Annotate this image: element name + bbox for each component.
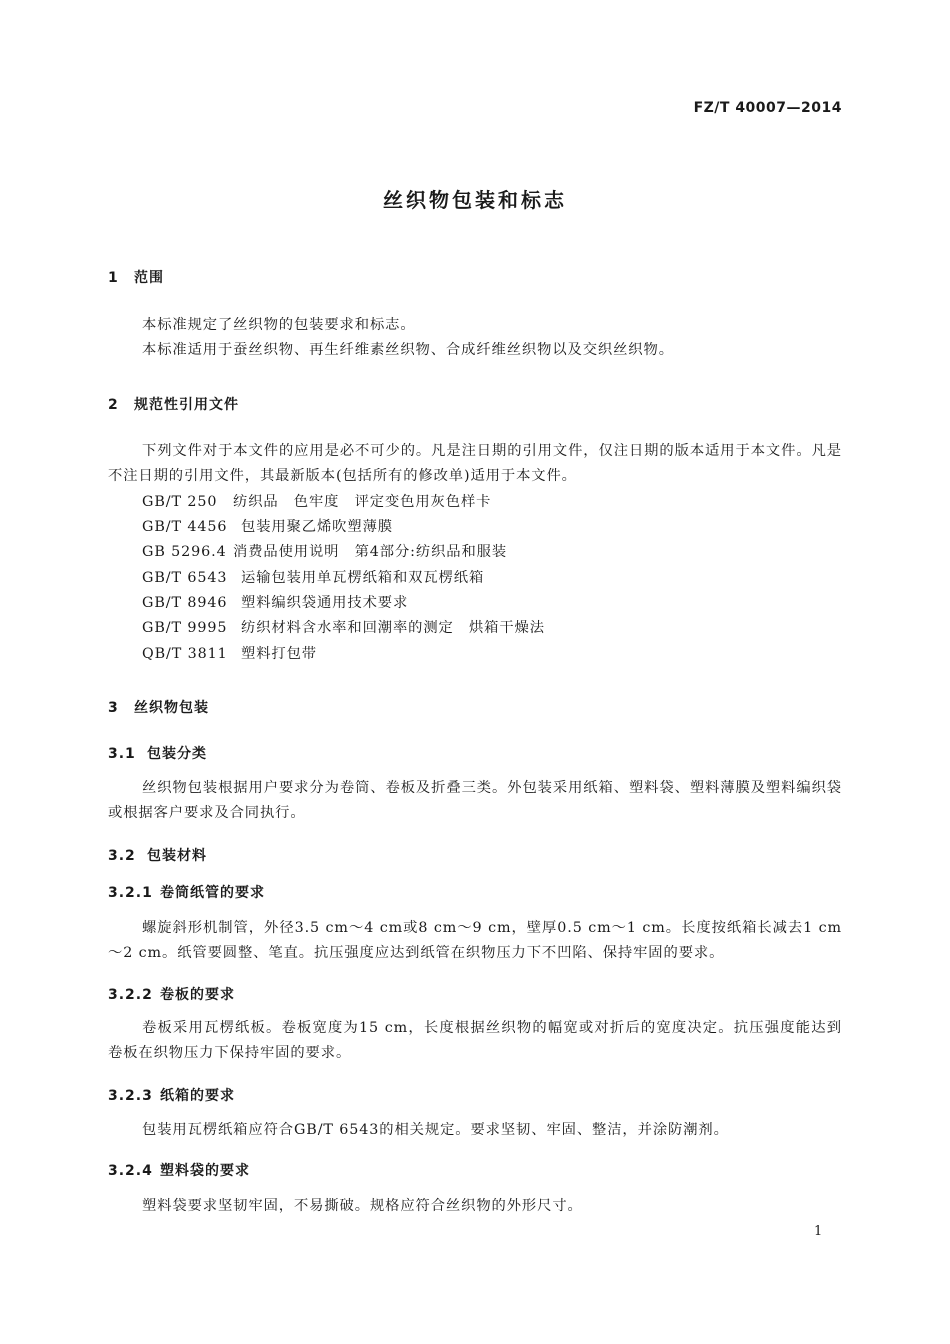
document-id: FZ/T 40007—2014: [693, 100, 842, 116]
subsection-heading-3-1: [108, 743, 207, 763]
reference-item: [142, 490, 491, 515]
reference-code: GB/T 250: [142, 494, 218, 510]
reference-code: QB/T 3811: [142, 646, 228, 662]
subsection-heading-3-2-4: [108, 1160, 250, 1180]
paragraph: 螺旋斜形机制管，外径3.5 cm～4 cm或8 cm～9 cm，壁厚0.5 cm～1 cm。长度按纸箱长减去1 cm～2 cm。纸管要圆整、笔直。抗压强度应达到纸管在织物压力下不凹陷、保持牢固的要求。: [108, 920, 842, 961]
reference-title: 包装用聚乙烯吹塑薄膜: [241, 519, 393, 535]
section-title: 卷板的要求: [160, 987, 235, 1003]
reference-code: GB/T 8946: [142, 595, 228, 611]
reference-code: GB 5296.4: [142, 544, 227, 560]
reference-item: [142, 591, 408, 616]
section-number: 3.2.1: [108, 885, 153, 901]
paragraph: 丝织物包装根据用户要求分为卷筒、卷板及折叠三类。外包装采用纸箱、塑料袋、塑料薄膜及塑料编织袋或根据客户要求及合同执行。: [108, 780, 842, 821]
section-heading-3: [108, 697, 209, 717]
subsection-heading-3-2-1: [108, 882, 265, 902]
section-number: 3.2.3: [108, 1088, 153, 1104]
paragraph: 本标准规定了丝织物的包装要求和标志。: [142, 317, 416, 333]
subsection-heading-3-2-2: [108, 984, 235, 1004]
section-number: 3.1: [108, 746, 136, 762]
paragraph: 本标准适用于蚕丝织物、再生纤维素丝织物、合成纤维丝织物以及交织丝织物。: [142, 342, 674, 358]
reference-item: [142, 515, 393, 540]
section-number: 3.2.2: [108, 987, 153, 1003]
reference-item: [142, 642, 317, 667]
reference-item: [142, 566, 484, 591]
reference-title: 塑料打包带: [241, 646, 317, 662]
reference-title: 纺织品 色牢度 评定变色用灰色样卡: [233, 494, 492, 510]
section-title: 包装材料: [147, 848, 207, 864]
reference-title: 塑料编织袋通用技术要求: [241, 595, 409, 611]
section-title: 包装分类: [147, 746, 207, 762]
reference-item: [142, 540, 507, 565]
page-number: 1: [814, 1224, 823, 1239]
reference-title: 纺织材料含水率和回潮率的测定 烘箱干燥法: [241, 620, 545, 636]
paragraph: 塑料袋要求坚韧牢固，不易撕破。规格应符合丝织物的外形尺寸。: [142, 1198, 583, 1214]
reference-item: [142, 616, 545, 641]
subsection-heading-3-2-3: [108, 1085, 235, 1105]
paragraph: 包装用瓦楞纸箱应符合GB/T 6543的相关规定。要求坚韧、牢固、整洁，并涂防潮剂。: [142, 1122, 729, 1138]
section-title: 卷筒纸管的要求: [160, 885, 265, 901]
subsection-heading-3-2: [108, 845, 207, 865]
section-number: 3: [108, 700, 119, 716]
section-heading-2: [108, 394, 239, 414]
section-number: 1: [108, 270, 119, 286]
reference-code: GB/T 9995: [142, 620, 228, 636]
section-title: 纸箱的要求: [160, 1088, 235, 1104]
section-number: 3.2.4: [108, 1163, 153, 1179]
page-title: 丝织物包装和标志: [383, 188, 567, 212]
section-title: 范围: [134, 270, 164, 286]
section-title: 规范性引用文件: [134, 397, 239, 413]
reference-title: 消费品使用说明 第4部分:纺织品和服装: [233, 544, 508, 560]
section-number: 2: [108, 397, 119, 413]
paragraph: 卷板采用瓦楞纸板。卷板宽度为15 cm，长度根据丝织物的幅宽或对折后的宽度决定。抗压强度能达到卷板在织物压力下保持牢固的要求。: [108, 1020, 842, 1061]
section-title: 塑料袋的要求: [160, 1163, 250, 1179]
reference-title: 运输包装用单瓦楞纸箱和双瓦楞纸箱: [241, 570, 485, 586]
section-heading-1: [108, 267, 164, 287]
paragraph: 下列文件对于本文件的应用是必不可少的。凡是注日期的引用文件，仅注日期的版本适用于本文件。凡是不注日期的引用文件，其最新版本(包括所有的修改单)适用于本文件。: [108, 443, 842, 484]
section-title: 丝织物包装: [134, 700, 209, 716]
reference-code: GB/T 4456: [142, 519, 228, 535]
section-number: 3.2: [108, 848, 136, 864]
reference-code: GB/T 6543: [142, 570, 228, 586]
